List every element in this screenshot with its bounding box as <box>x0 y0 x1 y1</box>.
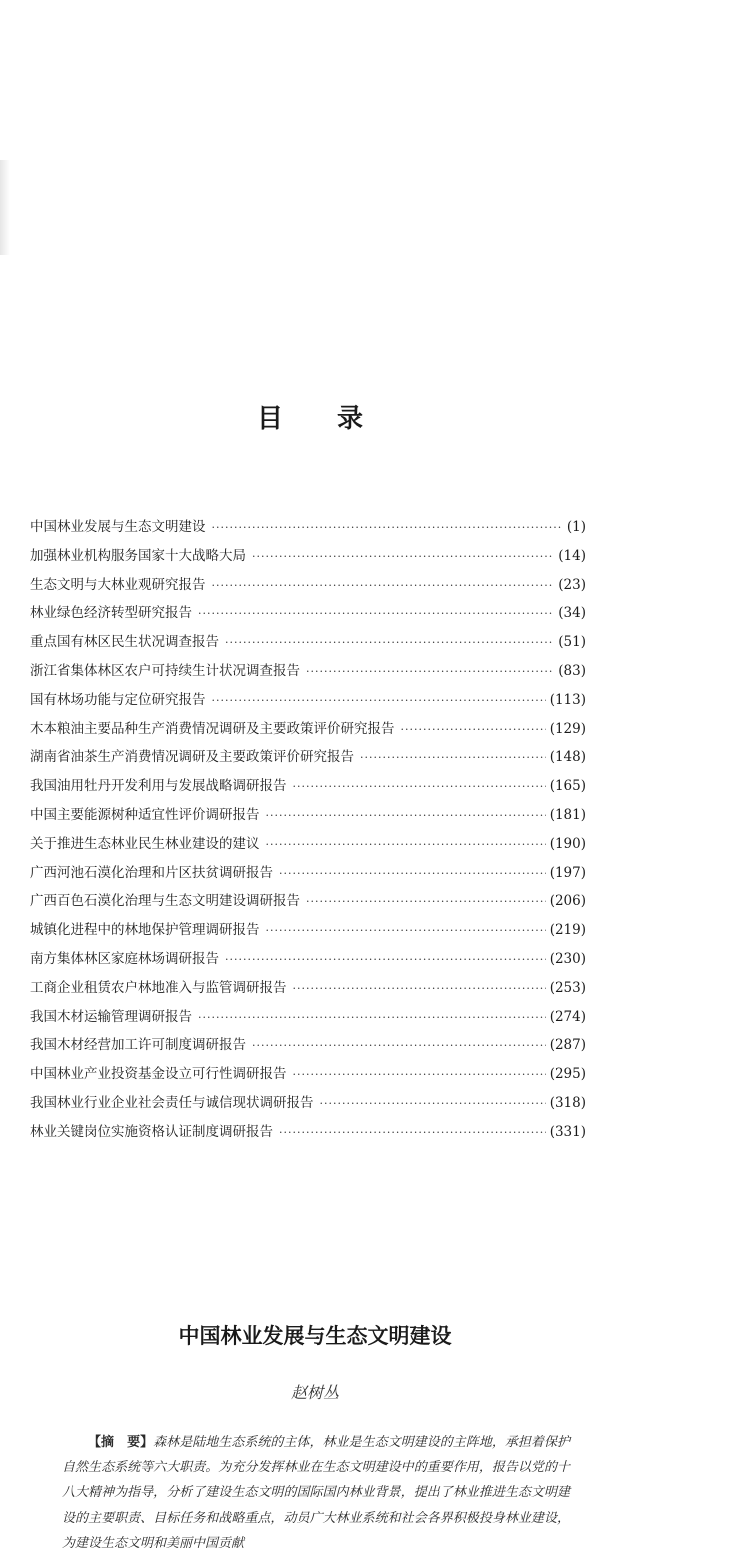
toc-entry-title: 中国林业发展与生态文明建设 <box>30 519 206 535</box>
toc-entry-title: 中国主要能源树种适宜性评价调研报告 <box>30 806 260 823</box>
toc-entry-title: 广西百色石漠化治理与生态文明建设调研报告 <box>30 893 300 910</box>
toc-entry[interactable] <box>30 545 586 574</box>
article-author: 赵树丛 <box>290 1383 339 1402</box>
toc-entry[interactable] <box>30 775 586 804</box>
toc-heading-char-1: 目 <box>256 404 283 434</box>
toc-entry-page: (274) <box>549 1008 586 1025</box>
toc-entry[interactable] <box>30 862 586 891</box>
toc-entry-title: 广西河池石漠化治理和片区扶贫调研报告 <box>30 864 273 881</box>
toc-entry[interactable] <box>30 1006 586 1035</box>
toc-entry[interactable] <box>30 516 586 545</box>
toc-entry[interactable] <box>30 919 586 948</box>
toc-entry-title: 重点国有林区民生状况调查报告 <box>30 634 219 651</box>
toc-entry[interactable] <box>30 574 586 603</box>
toc-entry-title: 我国木材运输管理调研报告 <box>30 1008 192 1025</box>
toc-heading-char-2: 录 <box>337 404 364 434</box>
toc-entry-page: (83) <box>558 662 586 679</box>
toc-entry-page: (295) <box>549 1066 586 1083</box>
toc-entry-page: (206) <box>549 893 586 910</box>
scan-edge-shadow <box>0 160 10 255</box>
toc-leader-dots <box>198 603 554 625</box>
abstract-label: 【摘 要】 <box>88 1435 154 1450</box>
toc-entry[interactable] <box>30 1034 586 1063</box>
toc-entry-page: (287) <box>549 1037 586 1054</box>
toc-entry-title: 林业绿色经济转型研究报告 <box>30 605 192 622</box>
toc-entry-title: 国有林场功能与定位研究报告 <box>30 691 206 708</box>
toc-leader-dots <box>293 776 546 798</box>
toc-heading <box>0 398 620 435</box>
toc-entry[interactable] <box>30 660 586 689</box>
toc-entry-page: (113) <box>549 691 586 708</box>
toc-entry-title: 林业关键岗位实施资格认证制度调研报告 <box>30 1123 273 1140</box>
toc-entry[interactable] <box>30 746 586 775</box>
toc-leader-dots <box>225 949 546 971</box>
toc-leader-dots <box>198 1007 546 1029</box>
toc-entry[interactable] <box>30 1121 586 1150</box>
toc-entry-page: (331) <box>549 1123 586 1140</box>
toc-entry-page: (34) <box>558 605 586 622</box>
toc-entry-title: 城镇化进程中的林地保护管理调研报告 <box>30 922 260 939</box>
toc-entry[interactable] <box>30 833 586 862</box>
toc-entry[interactable] <box>30 1092 586 1121</box>
toc-entry-page: (148) <box>549 749 586 766</box>
toc-entry-page: (51) <box>558 634 586 651</box>
toc-entry[interactable] <box>30 631 586 660</box>
toc-entry-page: (197) <box>549 864 586 881</box>
toc-entry-title: 中国林业产业投资基金设立可行性调研报告 <box>30 1066 287 1083</box>
toc-entry[interactable] <box>30 977 586 1006</box>
toc-entry-title: 我国木材经营加工许可制度调研报告 <box>30 1037 246 1054</box>
toc-entry-title: 工商企业租赁农户林地准入与监管调研报告 <box>30 979 287 996</box>
toc-entry-page: (23) <box>558 576 586 593</box>
toc-entry-title: 木本粮油主要品种生产消费情况调研及主要政策评价研究报告 <box>30 720 395 737</box>
toc-entry-title: 浙江省集体林区农户可持续生计状况调查报告 <box>30 662 300 679</box>
toc-leader-dots <box>212 575 555 597</box>
toc-entry-title: 生态文明与大林业观研究报告 <box>30 576 206 593</box>
toc-entry-page: (318) <box>549 1094 586 1111</box>
toc-leader-dots <box>252 1035 546 1057</box>
toc-leader-dots <box>306 891 546 913</box>
toc-leader-dots <box>360 747 546 769</box>
toc-leader-dots <box>279 863 546 885</box>
toc-entry-page: (253) <box>549 979 586 996</box>
toc-list <box>30 516 586 1150</box>
toc-entry-page: (230) <box>549 950 586 967</box>
toc-entry-page: (219) <box>549 922 586 939</box>
toc-leader-dots <box>293 978 546 1000</box>
toc-entry-title: 南方集体林区家庭林场调研报告 <box>30 950 219 967</box>
article-title: 中国林业发展与生态文明建设 <box>178 1323 452 1348</box>
toc-entry[interactable] <box>30 689 586 718</box>
article-abstract <box>62 1430 570 1556</box>
toc-entry-page: (190) <box>549 835 586 852</box>
toc-leader-dots <box>252 546 554 568</box>
toc-entry-page: (181) <box>549 806 586 823</box>
toc-leader-dots <box>266 834 546 856</box>
toc-leader-dots <box>279 1122 546 1144</box>
toc-entry-page: (129) <box>549 720 586 737</box>
toc-leader-dots <box>266 805 546 827</box>
toc-entry-page: (14) <box>558 547 586 564</box>
toc-leader-dots <box>306 661 554 683</box>
toc-entry-title: 关于推进生态林业民生林业建设的建议 <box>30 835 260 852</box>
toc-entry-title: 加强林业机构服务国家十大战略大局 <box>30 547 246 564</box>
abstract-text: 森林是陆地生态系统的主体，林业是生态文明建设的主阵地，承担着保护自然生态系统等六大职责。为充分发挥林业在生态文明建设中的重要作用，报告以党的十八大精神为指导，分析了建设生态文明的国际国内林业背景，提出了林业推进生态文明建设的主要职责、目标任务和战略重点，动员广大林业系统和社会各界积极投身林业建设，为建设生态文明和美丽中国贡献 <box>62 1435 570 1551</box>
toc-entry-title: 湖南省油茶生产消费情况调研及主要政策评价研究报告 <box>30 749 354 766</box>
toc-leader-dots <box>225 632 554 654</box>
toc-entry[interactable] <box>30 718 586 747</box>
toc-entry[interactable] <box>30 948 586 977</box>
toc-entry-title: 我国林业行业企业社会责任与诚信现状调研报告 <box>30 1094 314 1111</box>
toc-leader-dots <box>212 517 563 539</box>
toc-leader-dots <box>401 719 546 741</box>
toc-entry[interactable] <box>30 804 586 833</box>
toc-entry-title: 我国油用牡丹开发利用与发展战略调研报告 <box>30 778 287 795</box>
toc-entry-page: (165) <box>549 778 586 795</box>
toc-entry[interactable] <box>30 602 586 631</box>
toc-leader-dots <box>293 1064 546 1086</box>
toc-entry-page: (1) <box>566 519 586 535</box>
toc-leader-dots <box>320 1093 546 1115</box>
toc-leader-dots <box>266 920 546 942</box>
toc-entry[interactable] <box>30 1063 586 1092</box>
toc-entry[interactable] <box>30 890 586 919</box>
toc-leader-dots <box>212 690 546 712</box>
